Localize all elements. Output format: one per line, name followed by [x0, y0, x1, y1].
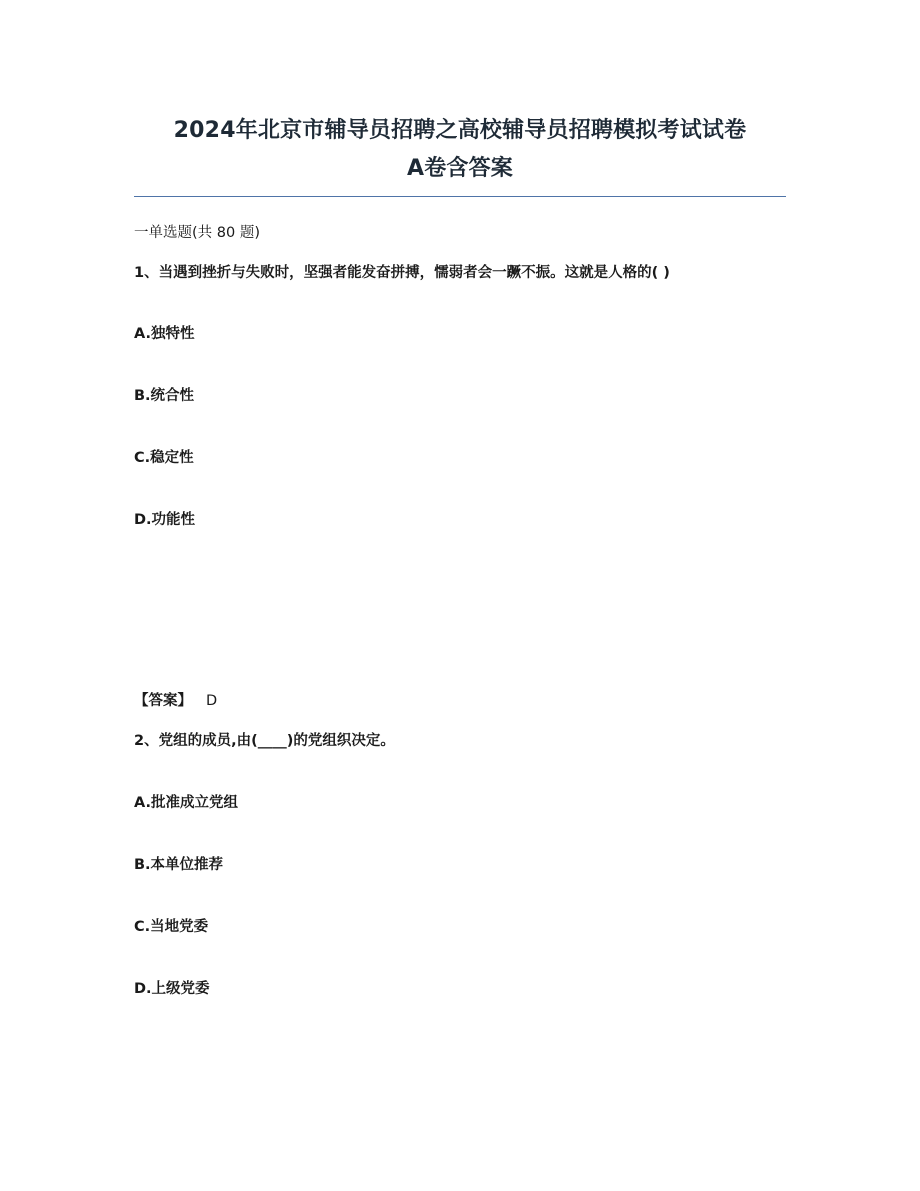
- document-title: [130, 112, 790, 188]
- question-2-option-d: D.上级党委: [134, 981, 210, 997]
- question-1-stem: 1、当遇到挫折与失败时，坚强者能发奋拼搏，懦弱者会一蹶不振。这就是人格的( ): [134, 265, 670, 281]
- question-2-stem: 2、党组的成员,由(____)的党组织决定。: [134, 733, 395, 749]
- question-1-option-b: B.统合性: [134, 388, 195, 404]
- answer-label: 【答案】: [134, 693, 192, 709]
- section-heading: 一单选题(共 80 题): [134, 225, 260, 241]
- question-1-option-a: A.独特性: [134, 326, 195, 342]
- question-2-option-c: C.当地党委: [134, 919, 209, 935]
- question-2-option-a: A.批准成立党组: [134, 795, 238, 811]
- question-2-option-b: B.本单位推荐: [134, 857, 224, 873]
- title-divider: [134, 196, 786, 197]
- question-1-option-c: C.稳定性: [134, 450, 194, 466]
- title-line-2: A卷含答案: [406, 156, 514, 181]
- title-line-1: 2024年北京市辅导员招聘之高校辅导员招聘模拟考试试卷: [173, 118, 747, 143]
- answer-value: D: [206, 693, 218, 709]
- question-1-option-d: D.功能性: [134, 512, 196, 528]
- question-1-answer: [134, 691, 217, 711]
